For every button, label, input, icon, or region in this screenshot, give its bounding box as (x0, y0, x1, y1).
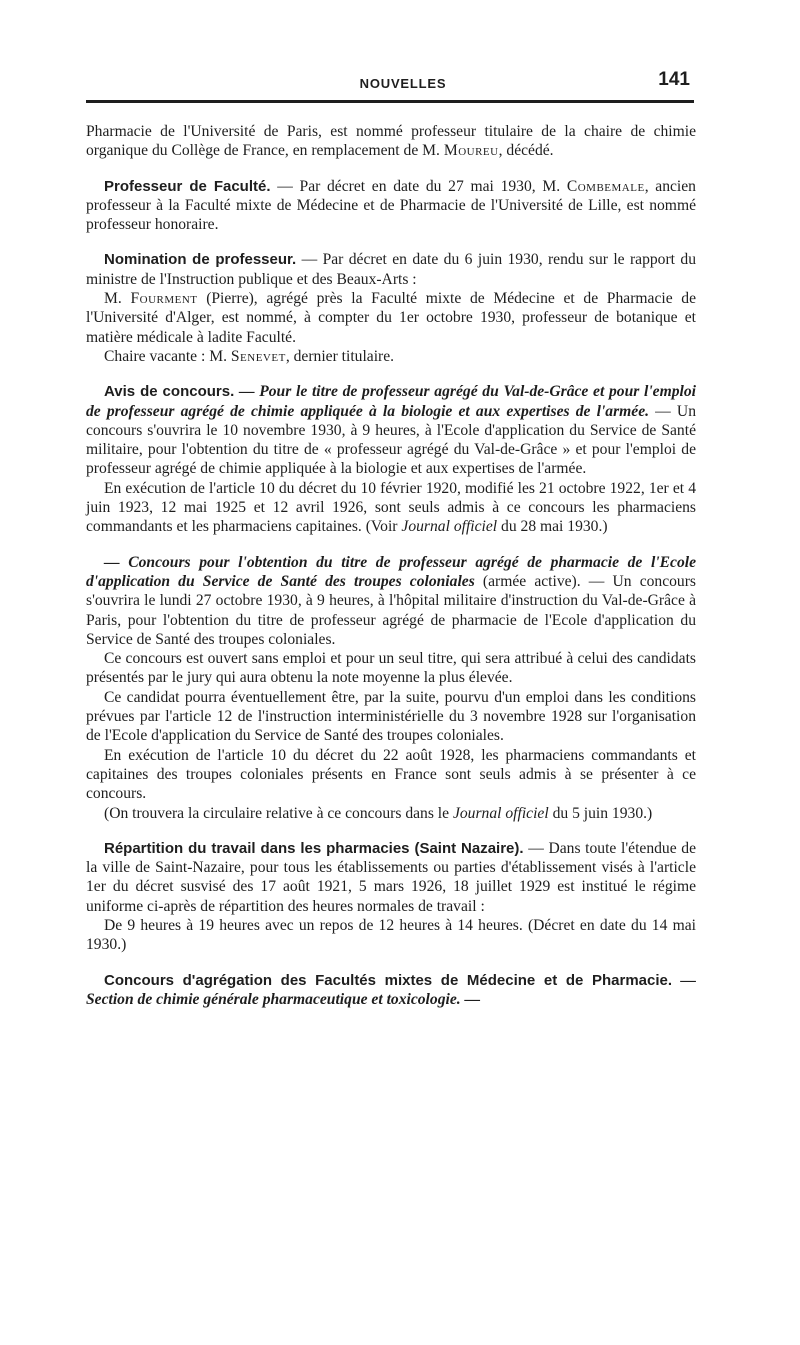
section-heading: Avis de concours. (104, 383, 235, 401)
section-concours-agregation (86, 971, 696, 1010)
section-heading: Professeur de Faculté. (104, 177, 271, 195)
section-avis-de-concours (86, 382, 696, 478)
paragraph-text: Chaire vacante : M. (104, 347, 227, 365)
paragraph-text: , ancien professeur à la Faculté mixte de Médecine et de Pharmacie de l'Université de Lille, est nommé professeur honoraire. (86, 177, 696, 234)
paragraph: En exécution de l'article 10 du décret du 22 août 1928, les pharmaciens commandants et capitaines des troupes coloniales présents en France sont seuls admis à se présenter à ce concours. (86, 746, 696, 803)
page-header (112, 69, 694, 96)
paragraph-text: M. (104, 290, 122, 308)
section-concours-coloniales (86, 553, 696, 649)
header-rule (86, 100, 694, 103)
person-name: Moureu (443, 142, 499, 160)
person-name: Senevet (230, 347, 286, 365)
paragraph: De 9 heures à 19 heures avec un repos de 12 heures à 14 heures. (Décret en date du 14 mai 1930.) (86, 916, 696, 954)
paragraph-text: Pharmacie de l'Université de Paris, est nommé professeur titulaire de la chaire de chimie organique du Collège de France, en remplacement de M. (86, 123, 696, 160)
section-subtitle: — Concours pour l'obtention du titre de professeur agrégé de pharmacie de l'Ecole d'application du Service de Santé des troupes coloniales (86, 553, 696, 590)
paragraph-text: — Par décret en date du 6 juin 1930, rendu sur le rapport du ministre de l'Instruction publique et des Beaux-Arts : (86, 251, 696, 288)
paragraph (86, 804, 696, 823)
section-nomination (86, 250, 696, 289)
paragraph-text: (On trouvera la circulaire relative à ce concours dans le (104, 804, 450, 822)
paragraph-text: — Par décret en date du 27 mai 1930, M. (270, 177, 561, 195)
section-heading: Nomination de professeur. (104, 251, 297, 269)
section-repartition-travail (86, 839, 696, 916)
section-subtitle: — Pour le titre de professeur agrégé du Val-de-Grâce et pour l'emploi de professeur agrégé de chimie appliquée à la biologie et aux expertises de l'armée. (86, 383, 696, 420)
journal-title: Journal officiel (401, 518, 498, 536)
article-body (86, 122, 696, 1009)
paragraph-continuation (86, 122, 696, 161)
section-heading: Concours d'agrégation des Facultés mixtes de Médecine et de Pharmacie. (104, 971, 673, 989)
paragraph-text: (Pierre), agrégé près la Faculté mixte de Médecine et de Pharmacie de l'Université d'Alger, est nommé, à compter du 1er octobre 1930, professeur de botanique et matière médicale à ladite Faculté. (86, 290, 697, 346)
paragraph-text: du 28 mai 1930.) (497, 518, 608, 536)
paragraph (86, 479, 696, 537)
running-head: NOUVELLES (359, 76, 447, 91)
paragraph (86, 347, 696, 366)
page-number: 141 (658, 69, 690, 90)
paragraph-text: — Dans toute l'étendue de la ville de Saint-Nazaire, pour tous les établissements ou parties d'établissement visés à l'article 1er du décret susvisé des 17 août 1921, 5 mars 1926, 18 juillet 1929 est institué le régime uniforme ci-après de répartition des heures normales de travail : (86, 839, 697, 915)
paragraph (86, 289, 696, 347)
paragraph-text: — Un concours s'ouvrira le 10 novembre 1930, à 9 heures, à l'Ecole d'application du Service de Santé militaire, pour l'obtention du titre de « professeur agrégé du Val-de-Grâce » et pour l'emploi de professeur agrégé de chimie appliquée à la biologie et aux expertises de l'armée. (86, 402, 696, 478)
person-name: Combemale (566, 177, 645, 195)
person-name: Fourment (130, 290, 198, 308)
paragraph-text: En exécution de l'article 10 du décret du 10 février 1920, modifié les 21 octobre 1922, 1er et 4 juin 1923, 12 mai 1925 et 12 avril 1926, sont seuls admis à ce concours les pharmaciens commandants et les pharmaciens capitaines. (Voir (86, 479, 696, 536)
section-heading: Répartition du travail dans les pharmacies (Saint Nazaire). (104, 839, 524, 857)
paragraph: Ce concours est ouvert sans emploi et pour un seul titre, qui sera attribué à celui des candidats présentés par le jury qui aura obtenu la note moyenne la plus élevée. (86, 650, 696, 687)
paragraph-text: du 5 juin 1930.) (548, 804, 653, 822)
paragraph: Ce candidat pourra éventuellement être, par la suite, pourvu d'un emploi dans les conditions prévues par l'article 12 de l'instruction interministérielle du 3 novembre 1928 sur l'organisation de l'Ecole d'application du Service de Santé des troupes coloniales. (86, 688, 696, 745)
section-professeur-de-faculte (86, 177, 696, 235)
journal-title: Journal officiel (452, 804, 549, 822)
paragraph-text: , décédé. (498, 142, 554, 160)
section-subtitle: — Section de chimie générale pharmaceutique et toxicologie. — (86, 971, 696, 1008)
paragraph-text: , dernier titulaire. (285, 347, 395, 365)
paragraph-text: (armée active). — Un concours s'ouvrira le lundi 27 octobre 1930, à 9 heures, à l'hôpital militaire d'instruction du Val-de-Grâce à Paris, pour l'obtention du titre de professeur agrégé de pharmacie de l'Ecole d'application du Service de Santé des troupes coloniales. (86, 572, 696, 648)
